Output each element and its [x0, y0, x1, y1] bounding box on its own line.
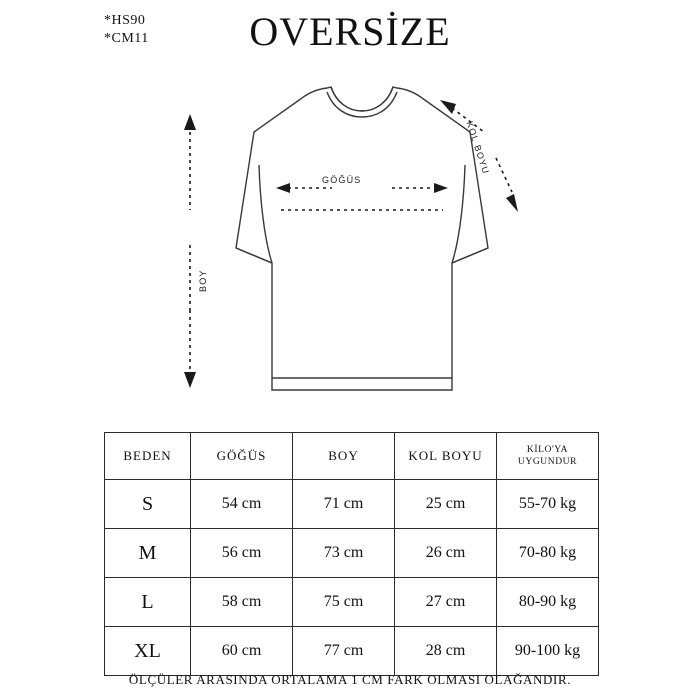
page-title: OVERSİZE — [249, 9, 451, 54]
cell-gogus: 60 cm — [191, 627, 293, 676]
cell-boy: 71 cm — [293, 480, 395, 529]
cell-beden: M — [105, 529, 191, 578]
cell-kol: 27 cm — [395, 578, 497, 627]
tshirt-outline — [236, 87, 488, 390]
tshirt-diagram — [0, 70, 700, 425]
cell-beden: XL — [105, 627, 191, 676]
size-table — [104, 432, 599, 676]
column-header-boy: BOY — [293, 433, 395, 480]
table-row — [105, 627, 599, 676]
cell-beden: S — [105, 480, 191, 529]
header — [0, 0, 700, 70]
product-code-2: *CM11 — [104, 31, 149, 46]
cell-boy: 77 cm — [293, 627, 395, 676]
cell-boy: 75 cm — [293, 578, 395, 627]
cell-boy: 73 cm — [293, 529, 395, 578]
cell-kol: 28 cm — [395, 627, 497, 676]
column-header-kilo-line2: UYGUNDUR — [517, 457, 578, 467]
cell-beden: L — [105, 578, 191, 627]
table-header-row — [105, 433, 599, 480]
product-code-1: *HS90 — [104, 13, 146, 28]
chest-measure-arrow — [276, 183, 448, 210]
cell-gogus: 56 cm — [191, 529, 293, 578]
cell-kilo: 70-80 kg — [497, 529, 599, 578]
cell-kilo: 90-100 kg — [497, 627, 599, 676]
cell-kol: 25 cm — [395, 480, 497, 529]
cell-gogus: 54 cm — [191, 480, 293, 529]
column-header-kilo-line1: KİLO'YA — [526, 445, 569, 455]
size-table-body — [105, 480, 599, 676]
table-row — [105, 529, 599, 578]
length-measure-arrow — [184, 114, 196, 388]
cell-kol: 26 cm — [395, 529, 497, 578]
chest-label: GÖĞÜS — [322, 175, 362, 185]
footnote: ÖLÇÜLER ARASINDA ORTALAMA 1 CM FARK OLMASI OLAĞANDIR. — [128, 672, 572, 687]
cell-kilo: 80-90 kg — [497, 578, 599, 627]
cell-gogus: 58 cm — [191, 578, 293, 627]
column-header-gogus: GÖĞÜS — [191, 433, 293, 480]
size-table-container — [104, 432, 598, 676]
table-row — [105, 480, 599, 529]
column-header-beden: BEDEN — [105, 433, 191, 480]
table-row — [105, 578, 599, 627]
sleeve-label: KOL BOYU — [464, 120, 492, 176]
column-header-kol-boyu: KOL BOYU — [395, 433, 497, 480]
length-label: BOY — [198, 269, 208, 292]
tshirt-svg — [0, 70, 700, 425]
column-header-kilo — [497, 433, 599, 480]
cell-kilo: 55-70 kg — [497, 480, 599, 529]
